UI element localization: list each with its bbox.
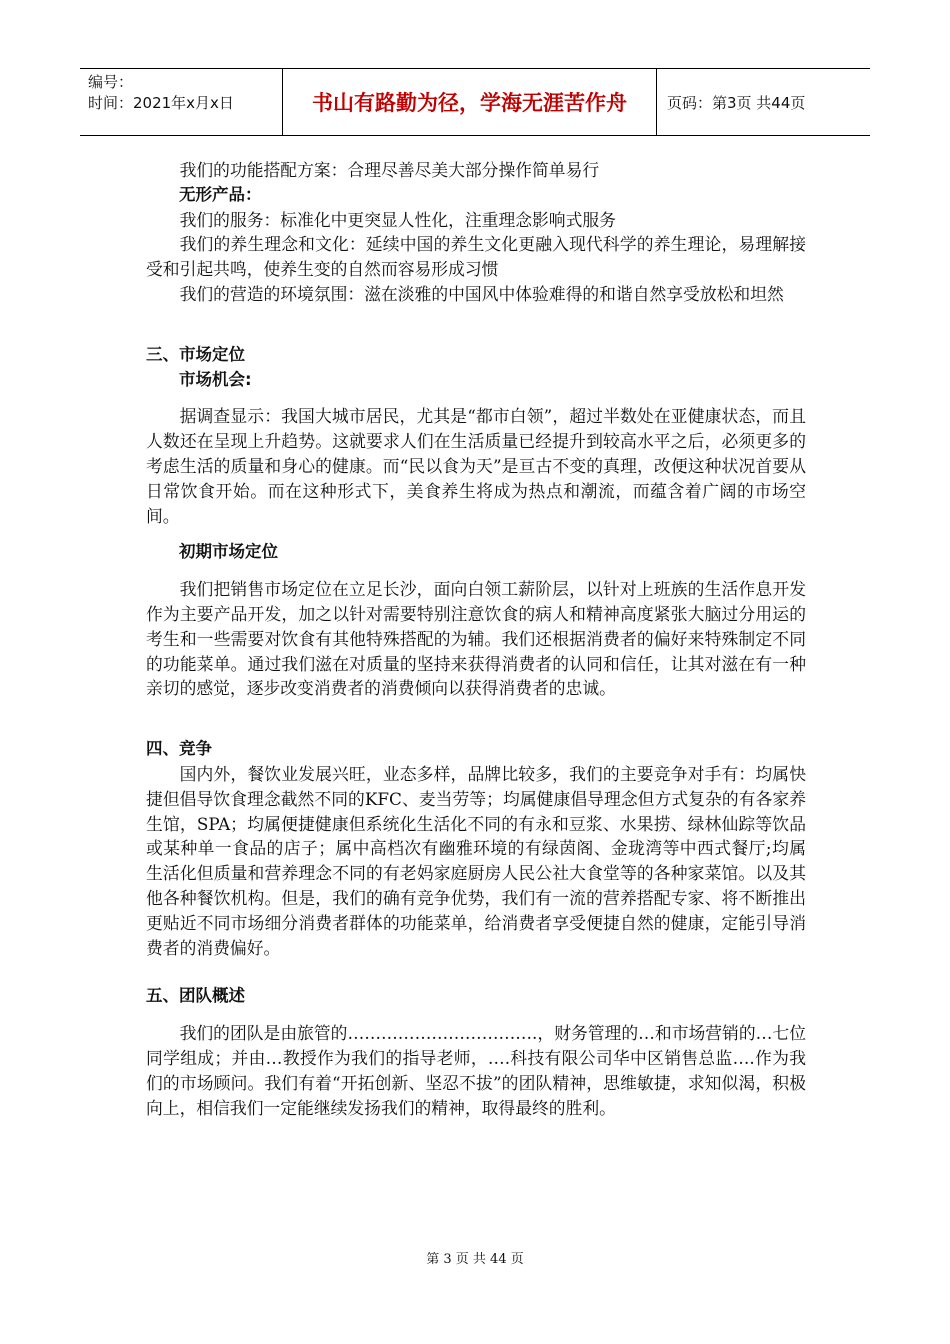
paragraph-service: 我们的服务：标准化中更突显人性化，注重理念影响式服务 bbox=[179, 209, 616, 230]
header-motto: 书山有路勤为径，学海无涯苦作舟 bbox=[283, 69, 657, 135]
doc-number-label: 编号： bbox=[88, 73, 134, 91]
header-page-info: 页码：第3页 共44页 bbox=[667, 93, 806, 112]
paragraph-positioning: 我们把销售市场定位在立足长沙，面向白领工薪阶层，以针对上班族的生活作息开发作为主要产品开发，加之以针对需要特别注意饮食的病人和精神高度紧张大脑过分用运的考生和一些需要对饮食有其他特殊搭配的为辅。我们还根据消费者的偏好来特殊制定不同的功能菜单。通过我们滋在对质量的坚持来获得消费者的认同和信任，让其对滋在有一种亲切的感觉，逐步改变消费者的消费倾向以获得消费者的忠诚。 bbox=[146, 579, 806, 699]
paragraph-competition: 国内外，餐饮业发展兴旺，业态多样，品牌比较多，我们的主要竞争对手有：均属快捷但倡导饮食理念截然不同的KFC、麦当劳等；均属健康倡导理念但方式复杂的有各家养生馆，SPA；均属便捷健康但系统化生活化不同的有永和豆浆、水果捞、绿林仙踪等饮品或某种单一食品的店子；属中高档次有幽雅环境的有绿茵阁、金珑湾等中西式餐厅;均属生活化但质量和营养理念不同的有老妈家庭厨房人民公社大食堂等的各种家菜馆。以及其他各种餐饮机构。但是，我们的确有竞争优势，我们有一流的营养搭配专家、将不断推出更贴近不同市场细分消费者群体的功能菜单，给消费者享受便捷自然的健康，定能引导消费者的消费偏好。 bbox=[146, 763, 806, 958]
initial-positioning-heading: 初期市场定位 bbox=[179, 542, 278, 562]
header-meta bbox=[80, 69, 283, 135]
market-opportunity-heading: 市场机会: bbox=[179, 369, 252, 389]
paragraph-culture: 我们的养生理念和文化：延续中国的养生文化更融入现代科学的养生理论，易理解接受和引起共鸣，使养生变的自然而容易形成习惯 bbox=[146, 234, 806, 280]
page-header bbox=[80, 68, 870, 136]
paragraph-function: 我们的功能搭配方案：合理尽善尽美大部分操作简单易行 bbox=[179, 160, 600, 180]
page-footer: 第 3 页 共 44 页 bbox=[426, 1252, 524, 1267]
doc-date-label: 时间：2021年x月x日 bbox=[88, 94, 234, 112]
intangible-heading: 无形产品： bbox=[179, 184, 262, 204]
paragraph-team: 我们的团队是由旅管的…………………………….，财务管理的…和市场营销的…七位同学组成；并由…教授作为我们的指导老师，….科技有限公司华中区销售总监….作为我们的市场顾问。我们有着“开拓创新、坚忍不拔”的团队精神，思维敏捷，求知似渴，积极向上，相信我们一定能继续发扬我们的精神，取得最终的胜利。 bbox=[146, 1023, 806, 1118]
section-4-title: 四、竞争 bbox=[146, 739, 212, 759]
document-body bbox=[146, 158, 806, 1120]
section-3-title: 三、市场定位 bbox=[146, 344, 245, 364]
paragraph-survey: 据调查显示：我国大城市居民，尤其是“都市白领”，超过半数处在亚健康状态，而且人数还在呈现上升趋势。这就要求人们在生活质量已经提升到较高水平之后，必须更多的考虑生活的质量和身心的健康。而“民以食为天”是亘古不变的真理，改便这种状况首要从日常饮食开始。而在这种形式下，美食养生将成为热点和潮流，而蕴含着广阔的市场空间。 bbox=[146, 406, 806, 526]
paragraph-environment: 我们的营造的环境氛围：滋在淡雅的中国风中体验难得的和谐自然享受放松和坦然 bbox=[179, 283, 784, 304]
section-5-title: 五、团队概述 bbox=[146, 986, 245, 1006]
